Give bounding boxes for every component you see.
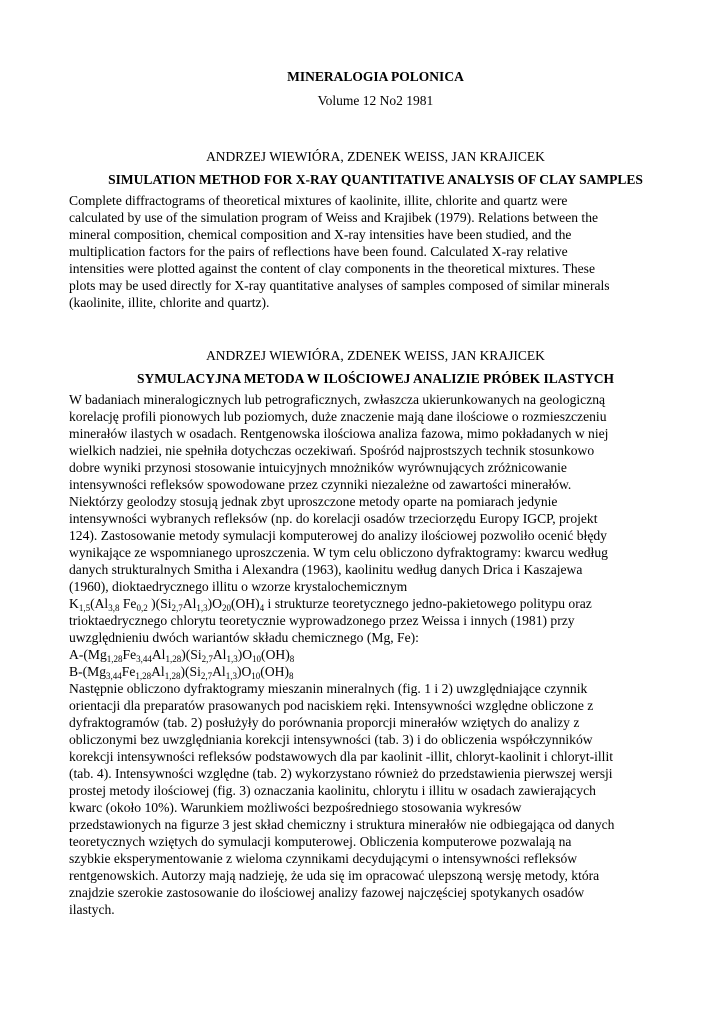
formula-subscript: 3,44 xyxy=(106,671,122,681)
formula-part: )(Si xyxy=(147,596,172,611)
formula-subscript: 1,28 xyxy=(164,671,181,681)
english-title: SIMULATION METHOD FOR X-RAY QUANTITATIVE ANALYSIS OF CLAY SAMPLES xyxy=(108,172,643,187)
body-line: korekcji intensywności refleksów podstawowych dla par kaolinit -illit, chloryt-kaolinit i chloryt-illit xyxy=(69,749,614,764)
formula-subscript: 1,3 xyxy=(225,671,237,681)
body-line: wielkich nadziei, nie spełniła dotychczas oczekiwań. Spośród najprostszych technik stosunkowo xyxy=(69,443,595,458)
body-line: Następnie obliczono dyfraktogramy mieszanin mineralnych (fig. 1 i 2) uwzględniające czynnik xyxy=(69,681,588,696)
abstract-line: mineral composition, chemical composition and X-ray intensities have been studied, and the xyxy=(69,227,572,242)
formula-part: )(Si xyxy=(180,664,201,679)
body-line: intensywności refleksów spowodowane przez czynniki niezależne od zawartości minerałów. xyxy=(69,477,572,492)
body-line: minerałów ilastych w osadach. Rentgenowska ilościowa analiza fazowa, mimo pokładanych w niej xyxy=(69,426,609,441)
formula-subscript: 10 xyxy=(252,654,262,664)
formula-part: Al xyxy=(151,664,165,679)
formula-subscript: 1,28 xyxy=(165,654,182,664)
formula-part: (Al xyxy=(90,596,109,611)
formula-subscript: 0,2 xyxy=(136,603,148,613)
abstract-line: Complete diffractograms of theoretical mixtures of kaolinite, illite, chlorite and quartz were xyxy=(69,193,568,208)
formula-part: Al xyxy=(212,647,227,662)
body-line: dyfraktogramów (tab. 2) posłużyły do porównania proporcji minerałów wziętych do analizy z xyxy=(69,715,580,730)
body-line: przedstawionych na figurze 3 jest skład chemiczny i struktura minerałów nie odbiegająca od danych xyxy=(69,817,615,832)
polish-title: SYMULACYJNA METODA W ILOŚCIOWEJ ANALIZIE PRÓBEK ILASTYCH xyxy=(136,371,615,386)
abstract-line: calculated by use of the simulation program of Weiss and Krajibek (1979). Relations between the xyxy=(69,210,599,225)
abstract-line: plots may be used directly for X-ray quantitative analyses of samples composed of similar minerals xyxy=(69,278,610,293)
formula-part: )O xyxy=(237,647,253,662)
body-line: danych strukturalnych Smitha i Alexandra (1963), kaolinitu według danych Drica i Kaszajewa xyxy=(69,562,583,577)
body-line: uwzględnieniu dwóch wariantów składu chemicznego (Mg, Fe): xyxy=(69,630,419,645)
body-line: wynikające ze wspomnianego uproszczenia. W tym celu obliczono dyfraktogramy: kwarcu według xyxy=(69,545,608,560)
formula-subscript: 8 xyxy=(289,654,295,664)
abstract-line: (kaolinite, illite, chlorite and quartz). xyxy=(69,295,270,310)
formula-subscript: 8 xyxy=(289,671,294,681)
body-line: rentgenowskich. Autorzy mają nadzieję, że uda się im opracować ulepszoną wersję metody, która xyxy=(69,868,600,883)
body-line: (tab. 4). Intensywności względne (tab. 2) wykorzystano również do przedstawienia pierwszej wersji xyxy=(69,766,613,781)
formula-subscript: 20 xyxy=(221,603,231,613)
chlorite-formula-a xyxy=(69,646,682,663)
formula-subscript: 2,7 xyxy=(171,603,183,613)
formula-subscript: 2,7 xyxy=(201,654,213,664)
formula-part: B-(Mg xyxy=(69,664,107,679)
body-line: kwarc (około 10%). Warunkiem możliwości bezpośredniego stosowania wykresów xyxy=(69,800,522,815)
formula-part: A-(Mg xyxy=(69,647,107,662)
body-line: 124). Zastosowanie metody symulacji komputerowej do analizy ilościowej pozwoliło ocenić błędy xyxy=(69,528,607,543)
chlorite-formula-b xyxy=(69,663,682,680)
journal-title: MINERALOGIA POLONICA xyxy=(287,69,464,84)
formula-suffix: i strukturze teoretycznego jedno-pakietowego politypu oraz xyxy=(264,596,592,611)
formula-part: Al xyxy=(151,647,166,662)
formula-subscript: 2,7 xyxy=(200,671,213,681)
volume-info: Volume 12 No2 1981 xyxy=(317,93,434,108)
body-line: Niektórzy geolodzy stosują jednak zbyt uproszczone metody oparte na pomiarach jedynie xyxy=(69,494,558,509)
formula-part: )(Si xyxy=(181,647,202,662)
polish-authors: ANDRZEJ WIEWIÓRA, ZDENEK WEISS, JAN KRAJICEK xyxy=(206,348,545,363)
illite-formula-line xyxy=(69,595,682,612)
formula-subscript: 3,44 xyxy=(136,654,152,664)
formula-part: (OH) xyxy=(260,664,289,679)
formula-part: Fe xyxy=(122,647,137,662)
body-line: korelację profili pionowych lub poziomych, duże znaczenie mają dane ilościowe o rozmieszczeniu xyxy=(69,409,607,424)
formula-part: Fe xyxy=(121,664,136,679)
formula-subscript: 1,5 xyxy=(78,603,91,613)
formula-subscript: 4 xyxy=(259,603,265,613)
formula-part: )O xyxy=(236,664,252,679)
formula-part: )O xyxy=(207,596,222,611)
formula-part: (OH) xyxy=(261,647,290,662)
body-line: trioktaedrycznego chlorytu teoretycznie wyprowadzonego przez Weissa i innych (1981) przy xyxy=(69,613,575,628)
formula-subscript: 1,28 xyxy=(135,671,152,681)
formula-subscript: 1,3 xyxy=(196,603,208,613)
body-line: dobre wyniki przynosi stosowanie intuicyjnych mnożników wyrównujących zróżnicowanie xyxy=(69,460,567,475)
body-line: prostej metody ilościowej (fig. 3) oznaczania kaolinitu, chlorytu i illitu w osadach zawierających xyxy=(69,783,596,798)
formula-part: K xyxy=(69,596,79,611)
formula-subscript: 3,8 xyxy=(108,603,120,613)
english-authors: ANDRZEJ WIEWIÓRA, ZDENEK WEISS, JAN KRAJICEK xyxy=(206,149,545,164)
formula-subscript: 1,28 xyxy=(106,654,123,664)
body-line: ilastych. xyxy=(69,902,115,917)
abstract-line: intensities were plotted against the content of clay components in the theoretical mixtures. These xyxy=(69,261,595,276)
formula-part: Al xyxy=(182,596,197,611)
body-line: znajdzie szerokie zastosowanie do ilościowej analizy fazowej najczęściej spotykanych osadów xyxy=(69,885,585,900)
english-abstract xyxy=(69,192,682,311)
formula-subscript: 1,3 xyxy=(226,654,238,664)
body-line: szybkie eksperymentowanie z wieloma czynnikami decydującymi o intensywności refleksów xyxy=(69,851,578,866)
body-line: orientacji dla preparatów prasowanych pod naciskiem ręki. Intensywności względne obliczone z xyxy=(69,698,594,713)
formula-part: Al xyxy=(212,664,226,679)
document-page xyxy=(69,0,682,918)
formula-part: Fe xyxy=(119,596,137,611)
body-line: teoretycznych wziętych do symulacji komputerowej. Obliczenia komputerowe pozwalają na xyxy=(69,834,572,849)
formula-subscript: 10 xyxy=(251,671,261,681)
abstract-line: multiplication factors for the pairs of reflections have been found. Calculated X-ray relative xyxy=(69,244,568,259)
polish-body xyxy=(69,391,682,918)
body-line: intensywności wybranych refleksów (np. do korelacji osadów trzeciorzędu Europy IGCP, projekt xyxy=(69,511,598,526)
body-line: W badaniach mineralogicznych lub petrograficznych, zwłaszcza ukierunkowanych na geologiczną xyxy=(69,392,606,407)
body-line: obliczonymi bez uwzględniania korekcji intensywności (tab. 3) i do obliczenia współczynników xyxy=(69,732,593,747)
body-line: (1960), dioktaedrycznego illitu o wzorze krystalochemicznym xyxy=(69,579,408,594)
formula-part: (OH) xyxy=(230,596,260,611)
